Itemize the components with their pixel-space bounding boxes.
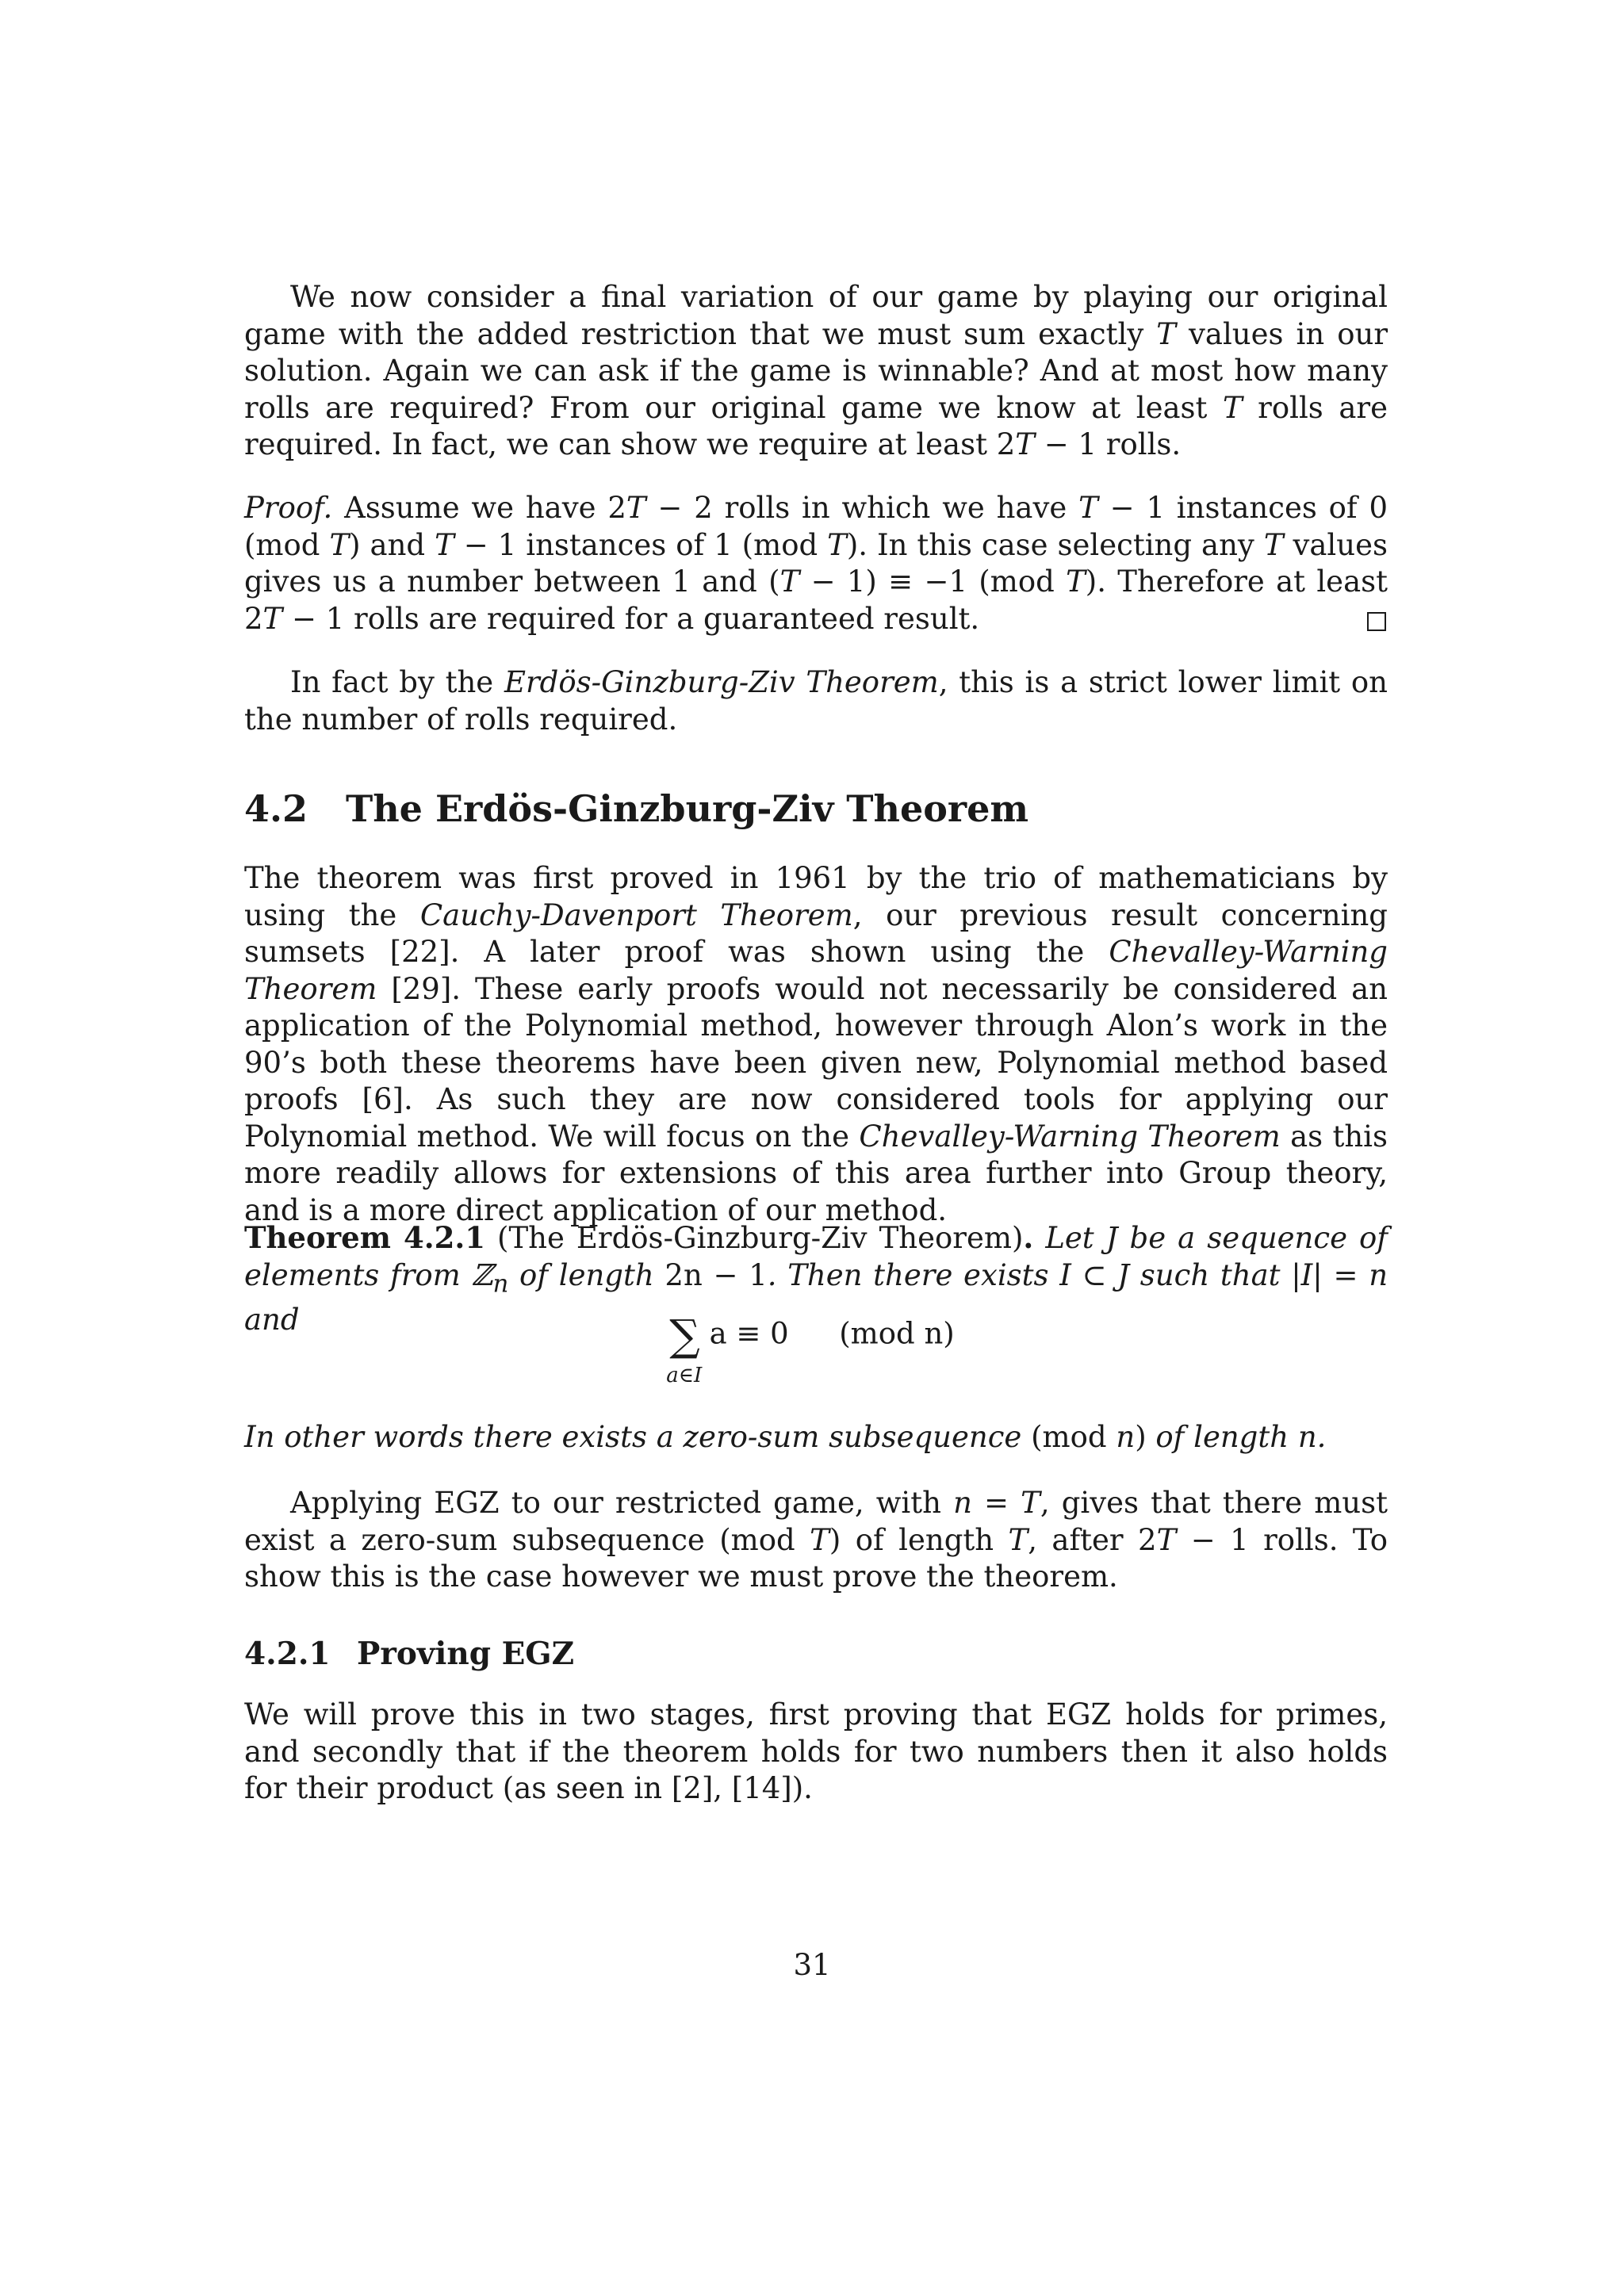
paragraph-history-run: , our previous result concerning sumsets [22]. A later proof was shown using the [244,897,1388,969]
paragraph-history-run: Chevalley-Warning Theorem [859,1119,1281,1154]
theorem-statement-run: 2n − 1 [665,1257,768,1292]
proof-run: ). Therefore at least 2 [244,564,1388,636]
equation-modulus: (mod n) [839,1316,955,1351]
proof-run: T [435,527,454,562]
paragraph-history-run: Cauchy-Davenport Theorem [419,897,853,932]
paragraph-plan-run: We will prove this in two stages, first proving that EGZ holds for primes, and secondly that if the theorem holds for two numbers then it also holds for their product (as seen in [2], [14]). [244,1697,1388,1805]
paragraph-apply-run: − 1 rolls. To show this is the case however we must prove the theorem. [244,1522,1388,1594]
proof-run: − 2 rolls in which we have [645,491,1079,525]
paragraph-history-run: [29]. These early proofs would not necessarily be considered an application of the Polynomial method, however through Alon’s work in the 90’s both these theorems have been given new, Polynomial method based proofs [6]. As such they are now considered tools for applying our Polynomial method. We will focus on the [244,971,1388,1154]
theorem-remark-run: (mod [1021,1420,1116,1454]
theorem-remark-run: of length n. [1155,1420,1327,1454]
theorem-statement-run: of length [508,1257,665,1292]
proof-run: T [626,491,646,525]
apply-paragraph [244,1485,1388,1596]
proof-run: T [1078,491,1098,525]
proof-run: T [329,527,350,562]
theorem-remark-run: ) [1135,1420,1156,1454]
proof-run: T [779,564,800,599]
paragraph-history-run: The theorem was first proved in 1961 by the trio of mathematicians by using the [244,861,1388,932]
paragraph-apply-run: T [1008,1522,1028,1557]
proof-run: Proof. [244,491,333,525]
paragraph-apply-run: ) of length [829,1522,1009,1557]
paragraph-apply-run: , after 2 [1028,1522,1157,1557]
proof-run: values gives us a number between 1 and ( [244,527,1388,599]
summation-symbol: ∑ [669,1311,700,1360]
plan-paragraph [244,1697,1388,1808]
paragraph-intro-run: values in our solution. Again we can ask if the game is winnable? And at most how many rolls are required? From our original game we know at least [244,316,1388,425]
intro-paragraph [244,279,1388,464]
paragraph-intro-run: T [1222,390,1243,425]
theorem-remark-run: In other words there exists a zero-sum subsequence [244,1420,1022,1454]
history-paragraph [244,860,1388,1229]
subsection-heading [244,1635,574,1673]
paragraph-intro-run: T [1156,316,1176,351]
page-number: 31 [793,1948,831,1982]
subsection-title: Proving EGZ [357,1636,575,1672]
paragraph-apply-run: , gives that there must exist a zero-sum subsequence (mod [244,1486,1388,1557]
theorem-statement-run: Let J be a sequence of elements from ℤ [244,1221,1388,1292]
theorem-remark [244,1419,1388,1456]
proof-run: ) and [349,527,435,562]
theorem-statement-run: (The Erdös-Ginzburg-Ziv Theorem) [485,1221,1024,1255]
section-heading [244,786,1028,831]
theorem-remark-run: n [1116,1420,1136,1454]
theorem-equation [0,1311,1624,1387]
paragraph-history-run: Chevalley-Warning Theorem [244,935,1388,1006]
summation-subscript: a∈I [666,1364,703,1387]
proof-run: T [262,601,283,636]
paragraph-lower-limit-run: In fact by the [290,665,504,699]
paragraph-apply-run: = [971,1486,1021,1520]
paragraph-apply-run: n [953,1486,972,1520]
proof-run: − 1) ≡ −1 (mod [799,564,1067,599]
proof-run: T [1066,564,1086,599]
paragraph-apply-run: T [1021,1486,1040,1520]
theorem-statement-run: n [492,1269,509,1298]
proof-run: T [827,527,847,562]
proof-run: − 1 instances of 0 (mod [244,491,1388,562]
subsection-number: 4.2.1 [244,1636,331,1672]
lower-limit-paragraph [244,664,1388,738]
equation-expression: a ≡ 0 [709,1316,789,1351]
proof-paragraph [244,490,1388,637]
qed-box-icon [1367,612,1386,631]
paragraph-lower-limit-run: , this is a strict lower limit on the number of rolls required. [244,665,1388,737]
proof-run: T [1263,527,1284,562]
paragraph-apply-run: T [1156,1522,1177,1557]
equation-body [666,1311,955,1387]
paragraph-lower-limit-run: Erdös-Ginzburg-Ziv Theorem [504,665,939,699]
paragraph-history-run: as this more readily allows for extensions of this area further into Group theory, and is a more direct application of our method. [244,1119,1388,1227]
proof-run: ). In this case selecting any [846,527,1264,562]
paragraph-intro-run: − 1 rolls. [1034,427,1182,461]
section-title: The Erdös-Ginzburg-Ziv Theorem [346,787,1029,830]
theorem-statement-run: Theorem 4.2.1 [244,1220,485,1255]
paragraph-intro-run: We now consider a final variation of our game by playing our original game with the added restriction that we must sum exactly [244,280,1388,351]
proof-run: Assume we have 2 [332,491,626,525]
paragraph-intro-run: T [1015,427,1035,461]
paragraph-apply-run: Applying EGZ to our restricted game, with [290,1486,954,1520]
section-number: 4.2 [244,787,308,830]
paragraph-apply-run: T [810,1522,829,1557]
theorem-statement-run: . [1023,1220,1034,1255]
proof-run: − 1 instances of 1 (mod [454,527,828,562]
theorem-statement-run: . Then there exists I ⊂ J such that |I| = n and [244,1257,1388,1337]
paragraph-intro-run: rolls are required. In fact, we can show we require at least 2 [244,390,1388,461]
proof-run: − 1 rolls are required for a guaranteed result. [282,601,980,636]
